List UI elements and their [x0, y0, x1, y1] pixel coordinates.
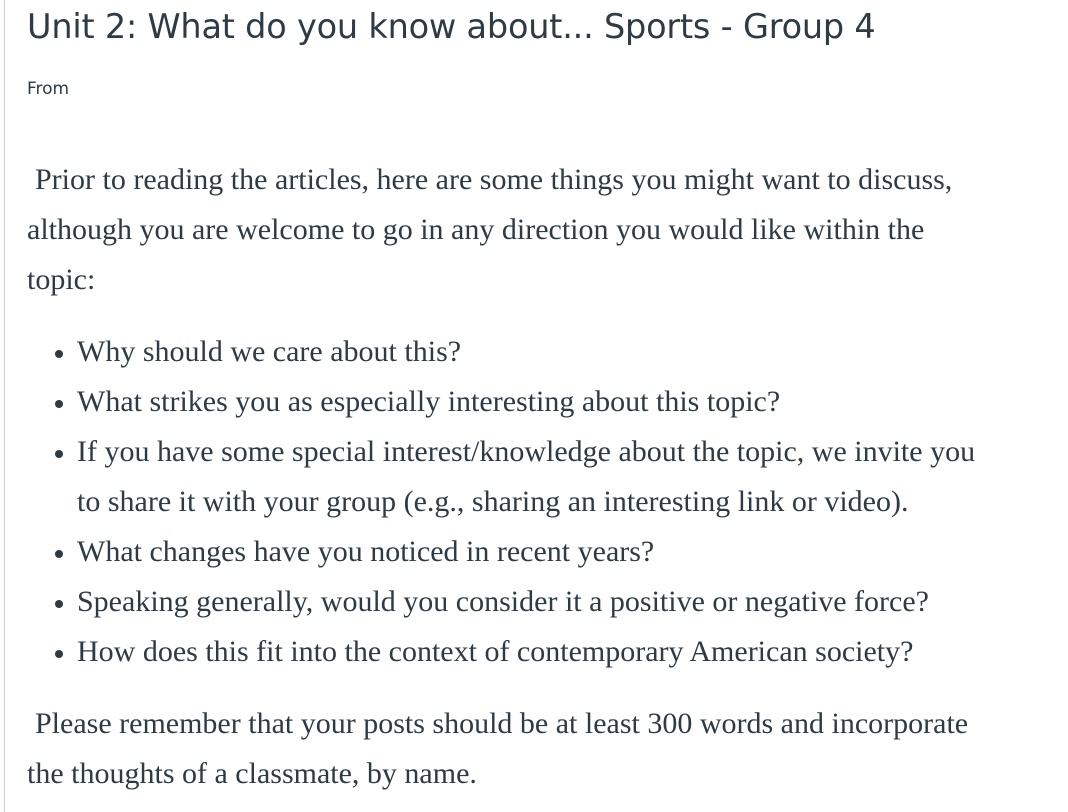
closing-paragraph: Please remember that your posts should be at least 300 words and incorporate the thoughts of a classmate, by name.: [27, 707, 969, 790]
discussion-page: [4, 0, 1068, 812]
list-item: • Speaking generally, would you consider it a positive or negative force?: [77, 577, 1048, 627]
list-item: • What changes have you noticed in recent years?: [77, 527, 1048, 577]
discussion-body: [27, 155, 1048, 799]
intro-paragraph: Prior to reading the articles, here are some things you might want to discuss, although you are welcome to go in any direction you would like within the topic:: [27, 163, 953, 296]
list-item: • How does this fit into the context of contemporary American society?: [77, 627, 1048, 677]
discussion-prompts-list: [27, 327, 1048, 677]
list-item: • If you have some special interest/knowledge about the topic, we invite you to share it with your group (e.g., sharing an interesting link or video).: [77, 427, 1048, 527]
author-line: [27, 74, 1048, 104]
list-item: • What strikes you as especially interesting about this topic?: [77, 377, 1048, 427]
from-label: From: [27, 79, 70, 99]
list-item: • Why should we care about this?: [77, 327, 1048, 377]
discussion-title: Unit 2: What do you know about... Sports - Group 4: [27, 7, 876, 46]
